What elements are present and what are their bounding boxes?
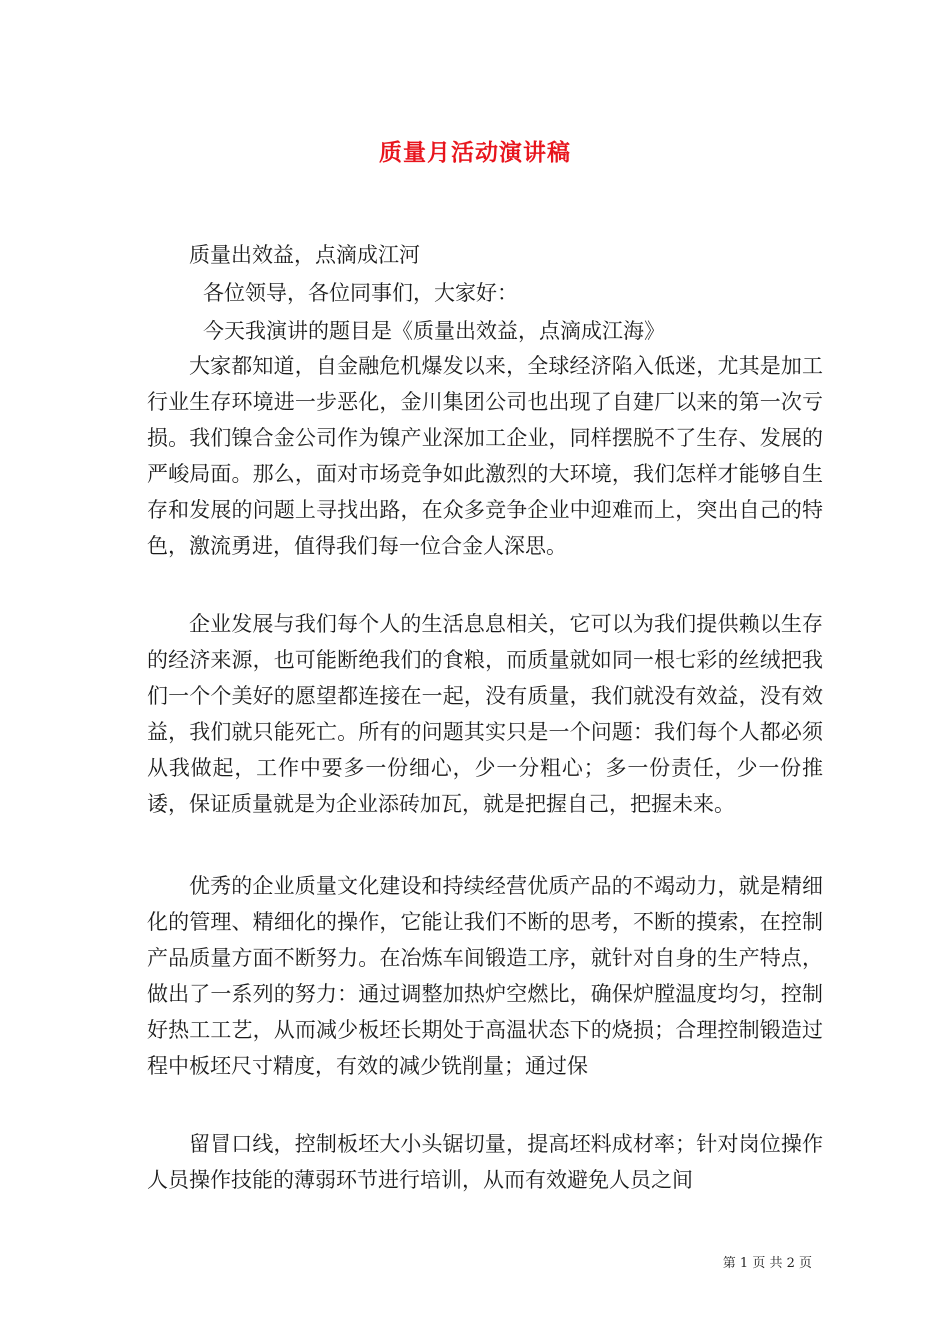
document-title: 质量月活动演讲稿 (379, 139, 571, 166)
paragraph-1: 大家都知道，自金融危机爆发以来，全球经济陷入低迷，尤其是加工行业生存环境进一步恶化，金川集团公司也出现了自建厂以来的第一次亏损。我们镍合金公司作为镍产业深加工企业，同样摆脱不了生存、发展的严峻局面。那么，面对市场竞争如此激烈的大环境，我们怎样才能够自生存和发展的问题上寻找出路，在众多竞争企业中迎难而上，突出自己的特色，激流勇进，值得我们每一位合金人深思。 (147, 354, 823, 558)
topic-line: 今天我演讲的题目是《质量出效益，点滴成江海》 (203, 319, 665, 343)
paragraph-4: 留冒口线，控制板坯大小头锯切量，提高坯料成材率；针对岗位操作人员操作技能的薄弱环节进行培训，从而有效避免人员之间 (147, 1132, 823, 1192)
paragraph-3: 优秀的企业质量文化建设和持续经营优质产品的不竭动力，就是精细化的管理、精细化的操作，它能让我们不断的思考，不断的摸索，在控制产品质量方面不断努力。在冶炼车间锻造工序，就针对自身的生产特点，做出了一系列的努力：通过调整加热炉空燃比，确保炉膛温度均匀，控制好热工工艺，从而减少板坯长期处于高温状态下的烧损；合理控制锻造过程中板坯尺寸精度，有效的减少铣削量；通过保 (147, 874, 823, 1078)
paragraph-2: 企业发展与我们每个人的生活息息相关，它可以为我们提供赖以生存的经济来源，也可能断绝我们的食粮，而质量就如同一根七彩的丝绒把我们一个个美好的愿望都连接在一起，没有质量，我们就没有效益，没有效益，我们就只能死亡。所有的问题其实只是一个问题：我们每个人都必须从我做起，工作中要多一份细心，少一分粗心；多一份责任，少一份推诿，保证质量就是为企业添砖加瓦，就是把握自己，把握未来。 (147, 612, 823, 816)
greeting-line: 各位领导，各位同事们，大家好： (203, 281, 518, 305)
page-number: 第 1 页 共 2 页 (722, 1256, 812, 1271)
subtitle-line: 质量出效益，点滴成江河 (189, 243, 420, 267)
